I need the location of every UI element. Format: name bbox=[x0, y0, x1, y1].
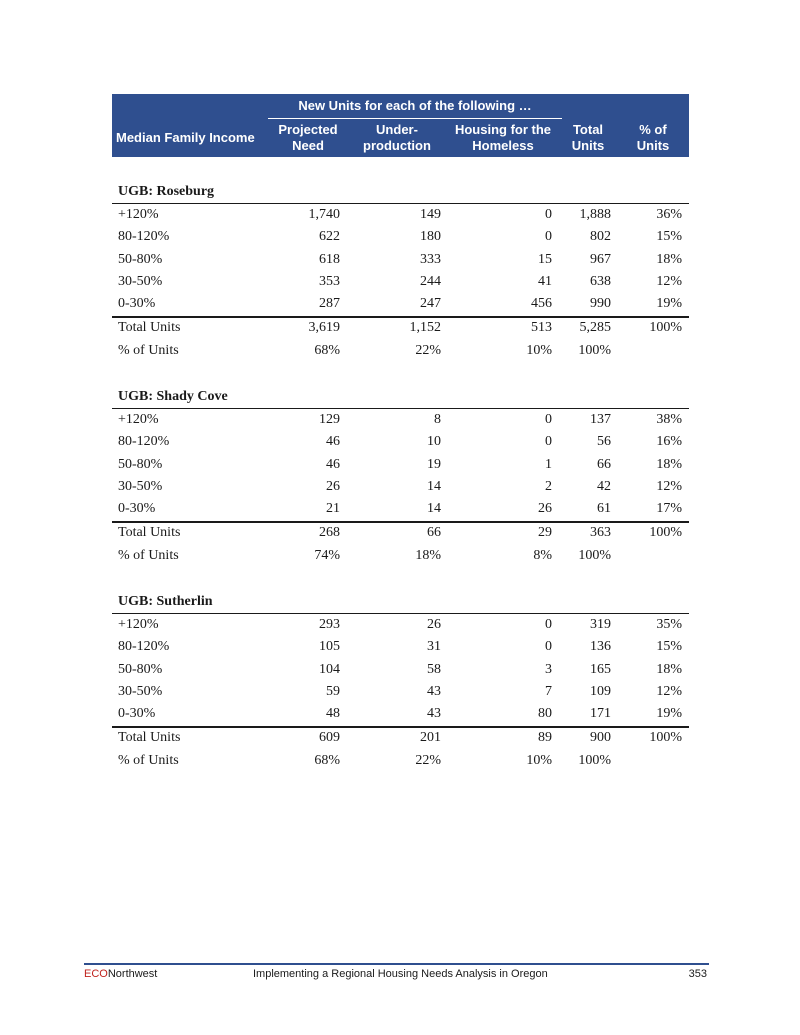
total-units-header-line2: Units bbox=[571, 138, 605, 153]
cell-value: 19% bbox=[656, 296, 682, 312]
table-row bbox=[112, 681, 689, 703]
cell-value: 59 bbox=[326, 683, 340, 699]
cell-value: 41 bbox=[538, 273, 552, 289]
section-title: UGB: Shady Cove bbox=[118, 389, 228, 404]
cell-value: 89 bbox=[538, 729, 552, 745]
homeless-header-line2: Homeless bbox=[472, 138, 534, 153]
row-label: Total Units bbox=[118, 729, 181, 745]
row-label: 50-80% bbox=[118, 456, 163, 472]
table-row bbox=[112, 249, 689, 271]
table-row bbox=[112, 614, 689, 636]
table-row bbox=[112, 431, 689, 453]
cell-value: 1,152 bbox=[409, 319, 441, 335]
cell-value: 900 bbox=[590, 729, 611, 745]
cell-value: 61 bbox=[597, 501, 611, 517]
group-title: New Units for each of the following … bbox=[298, 98, 532, 113]
row-label: +120% bbox=[118, 617, 159, 632]
row-label: 50-80% bbox=[118, 251, 163, 267]
cell-value: 22% bbox=[415, 342, 441, 358]
cell-value: 247 bbox=[420, 296, 441, 312]
cell-value: 333 bbox=[420, 251, 441, 267]
section-title: UGB: Roseburg bbox=[118, 184, 215, 199]
cell-value: 1,740 bbox=[308, 207, 340, 222]
projected-need-header-line2: Need bbox=[292, 138, 324, 153]
cell-value: 46 bbox=[326, 434, 340, 450]
row-label: 80-120% bbox=[118, 639, 170, 655]
row-label: +120% bbox=[118, 412, 159, 427]
cell-value: 353 bbox=[319, 273, 340, 289]
cell-value: 43 bbox=[427, 683, 441, 699]
cell-value: 3 bbox=[545, 661, 552, 677]
cell-value: 513 bbox=[531, 319, 552, 335]
cell-value: 56 bbox=[597, 434, 611, 450]
cell-value: 180 bbox=[420, 229, 441, 245]
row-label: 30-50% bbox=[118, 273, 163, 289]
cell-value: 165 bbox=[590, 661, 611, 677]
cell-value: 990 bbox=[590, 296, 611, 312]
table-row bbox=[112, 271, 689, 293]
cell-value: 109 bbox=[590, 683, 611, 699]
row-label: 0-30% bbox=[118, 501, 156, 517]
cell-value: 68% bbox=[314, 752, 340, 768]
cell-value: 319 bbox=[590, 617, 611, 632]
footer-brand bbox=[84, 968, 157, 980]
row-label: 30-50% bbox=[118, 683, 163, 699]
cell-value: 100% bbox=[649, 524, 682, 540]
footer-title: Implementing a Regional Housing Needs Analysis in Oregon bbox=[253, 968, 548, 980]
cell-value: 0 bbox=[545, 639, 552, 655]
cell-value: 58 bbox=[427, 661, 441, 677]
cell-value: 456 bbox=[531, 296, 552, 312]
table-row bbox=[112, 226, 689, 248]
table-row bbox=[112, 703, 689, 725]
cell-value: 22% bbox=[415, 752, 441, 768]
cell-value: 1,888 bbox=[579, 207, 611, 222]
cell-value: 3,619 bbox=[308, 319, 340, 335]
cell-value: 19 bbox=[427, 456, 441, 472]
cell-value: 7 bbox=[545, 683, 552, 699]
cell-value: 15 bbox=[538, 251, 552, 267]
cell-value: 0 bbox=[545, 412, 552, 427]
cell-value: 0 bbox=[545, 617, 552, 632]
footer-brand-eco: ECO bbox=[84, 968, 108, 980]
percent-row bbox=[112, 340, 689, 362]
row-label: 0-30% bbox=[118, 706, 156, 722]
section-title: UGB: Sutherlin bbox=[118, 594, 213, 609]
total-row bbox=[112, 317, 689, 339]
row-label: 80-120% bbox=[118, 434, 170, 450]
cell-value: 244 bbox=[420, 273, 441, 289]
cell-value: 66 bbox=[427, 524, 441, 540]
cell-value: 137 bbox=[590, 412, 611, 427]
cell-value: 609 bbox=[319, 729, 340, 745]
row-label: Total Units bbox=[118, 524, 181, 540]
cell-value: 622 bbox=[319, 229, 340, 245]
row-label: +120% bbox=[118, 207, 159, 222]
cell-value: 136 bbox=[590, 639, 611, 655]
cell-value: 12% bbox=[656, 478, 682, 494]
cell-value: 15% bbox=[656, 639, 682, 655]
percent-row bbox=[112, 545, 689, 567]
table-row bbox=[112, 659, 689, 681]
cell-value: 8% bbox=[533, 547, 552, 563]
cell-value: 2 bbox=[545, 478, 552, 494]
cell-value: 80 bbox=[538, 706, 552, 722]
cell-value: 42 bbox=[597, 478, 611, 494]
cell-value: 100% bbox=[578, 547, 611, 563]
cell-value: 100% bbox=[649, 319, 682, 335]
row-label: 0-30% bbox=[118, 296, 156, 312]
cell-value: 38% bbox=[656, 412, 682, 427]
row-label: 30-50% bbox=[118, 478, 163, 494]
underproduction-header-line1: Under- bbox=[376, 122, 418, 137]
row-label: 80-120% bbox=[118, 229, 170, 245]
cell-value: 12% bbox=[656, 273, 682, 289]
cell-value: 0 bbox=[545, 229, 552, 245]
cell-value: 26 bbox=[427, 617, 441, 632]
homeless-header-line1: Housing for the bbox=[454, 122, 552, 137]
footer-brand-rest: Northwest bbox=[107, 968, 158, 980]
total-row bbox=[112, 727, 689, 749]
cell-value: 18% bbox=[415, 547, 441, 563]
row-label: 50-80% bbox=[118, 661, 163, 677]
cell-value: 100% bbox=[649, 729, 682, 745]
cell-value: 100% bbox=[578, 342, 611, 358]
mfi-header: Median Family Income bbox=[116, 130, 255, 145]
cell-value: 43 bbox=[427, 706, 441, 722]
cell-value: 18% bbox=[656, 661, 682, 677]
cell-value: 100% bbox=[578, 752, 611, 768]
cell-value: 31 bbox=[427, 639, 441, 655]
cell-value: 10% bbox=[526, 752, 552, 768]
cell-value: 16% bbox=[656, 434, 682, 450]
cell-value: 18% bbox=[656, 456, 682, 472]
row-label: Total Units bbox=[118, 319, 181, 335]
cell-value: 17% bbox=[656, 501, 682, 517]
page-footer bbox=[84, 963, 709, 981]
total-units-header-line1: Total bbox=[572, 122, 604, 137]
cell-value: 18% bbox=[656, 251, 682, 267]
cell-value: 35% bbox=[656, 617, 682, 632]
cell-value: 618 bbox=[319, 251, 340, 267]
table-row bbox=[112, 204, 689, 226]
cell-value: 5,285 bbox=[579, 319, 611, 335]
cell-value: 104 bbox=[319, 661, 340, 677]
underproduction-header-line2: production bbox=[363, 138, 431, 153]
cell-value: 268 bbox=[319, 524, 340, 540]
cell-value: 129 bbox=[319, 412, 340, 427]
cell-value: 638 bbox=[590, 273, 611, 289]
cell-value: 287 bbox=[319, 296, 340, 312]
table-row bbox=[112, 454, 689, 476]
cell-value: 48 bbox=[326, 706, 340, 722]
projected-need-header-line1: Projected bbox=[278, 122, 338, 137]
row-label: % of Units bbox=[118, 342, 179, 358]
cell-value: 363 bbox=[590, 524, 611, 540]
cell-value: 26 bbox=[538, 501, 552, 517]
cell-value: 802 bbox=[590, 229, 611, 245]
cell-value: 29 bbox=[538, 524, 552, 540]
cell-value: 26 bbox=[326, 478, 340, 494]
table-row bbox=[112, 476, 689, 498]
cell-value: 21 bbox=[326, 501, 340, 517]
cell-value: 15% bbox=[656, 229, 682, 245]
table-row bbox=[112, 293, 689, 315]
table-row bbox=[112, 409, 689, 431]
cell-value: 0 bbox=[545, 207, 552, 222]
cell-value: 14 bbox=[427, 501, 441, 517]
cell-value: 1 bbox=[545, 456, 552, 472]
pct-units-header-line2: Units bbox=[636, 138, 670, 153]
cell-value: 19% bbox=[656, 706, 682, 722]
cell-value: 0 bbox=[545, 434, 552, 450]
cell-value: 293 bbox=[319, 617, 340, 632]
row-label: % of Units bbox=[118, 752, 179, 768]
pct-units-header-line1: % of bbox=[639, 122, 667, 137]
page-number: 353 bbox=[688, 968, 707, 980]
cell-value: 105 bbox=[319, 639, 340, 655]
cell-value: 66 bbox=[597, 456, 611, 472]
cell-value: 967 bbox=[590, 251, 611, 267]
cell-value: 171 bbox=[590, 706, 611, 722]
cell-value: 201 bbox=[420, 729, 441, 745]
cell-value: 12% bbox=[656, 683, 682, 699]
cell-value: 14 bbox=[427, 478, 441, 494]
cell-value: 74% bbox=[314, 547, 340, 563]
cell-value: 46 bbox=[326, 456, 340, 472]
table-row bbox=[112, 498, 689, 520]
cell-value: 10 bbox=[427, 434, 441, 450]
cell-value: 8 bbox=[434, 412, 441, 427]
percent-row bbox=[112, 750, 689, 772]
cell-value: 36% bbox=[656, 207, 682, 222]
table-body bbox=[112, 0, 689, 900]
cell-value: 149 bbox=[420, 207, 441, 222]
cell-value: 68% bbox=[314, 342, 340, 358]
table-row bbox=[112, 636, 689, 658]
total-row bbox=[112, 522, 689, 544]
cell-value: 10% bbox=[526, 342, 552, 358]
row-label: % of Units bbox=[118, 547, 179, 563]
